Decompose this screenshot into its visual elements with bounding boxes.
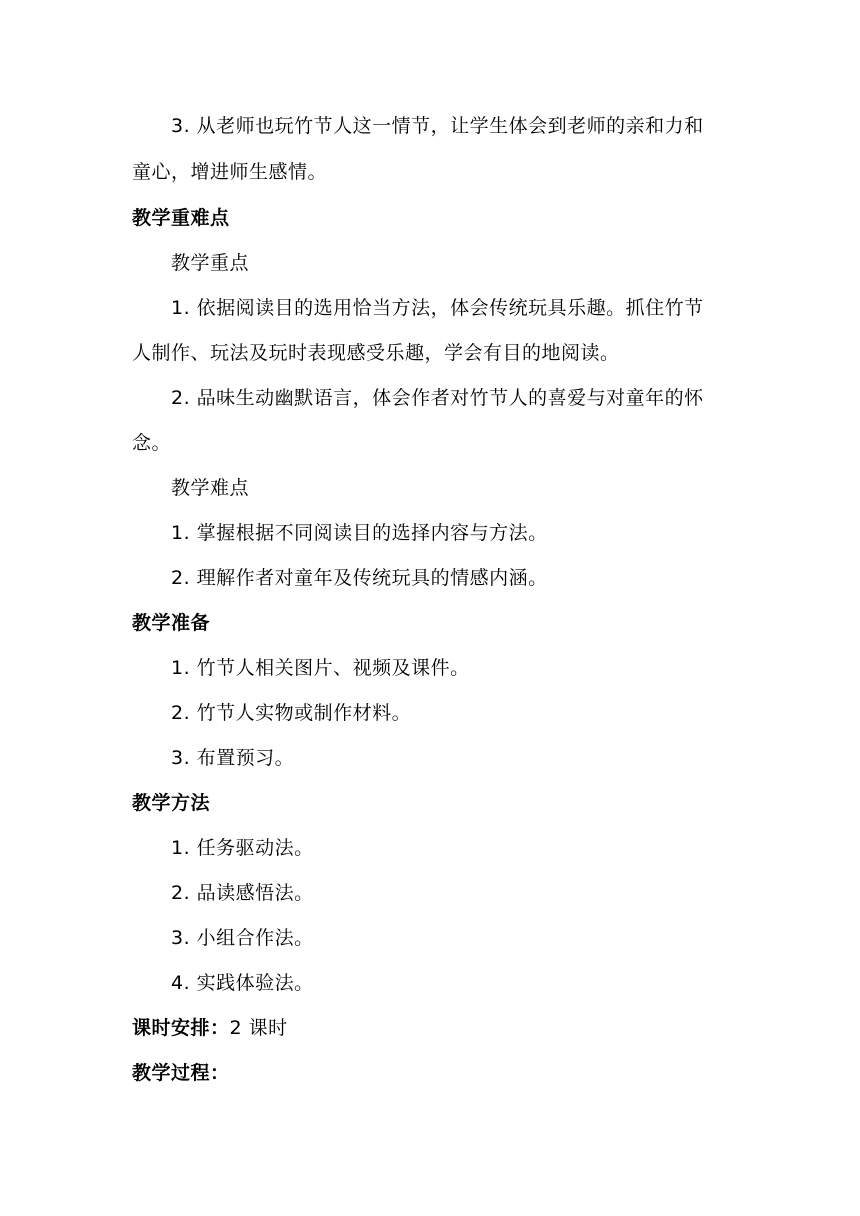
- schedule-line: [132, 1016, 288, 1040]
- key-point-2-line-1: 2. 品味生动幽默语言，体会作者对竹节人的喜爱与对童年的怀: [171, 387, 704, 409]
- difficult-points-label: 教学难点: [171, 477, 250, 499]
- key-point-1-line-2: 人制作、玩法及玩时表现感受乐趣，学会有目的地阅读。: [132, 342, 620, 364]
- key-points-label: 教学重点: [171, 252, 250, 274]
- difficult-point-1: 1. 掌握根据不同阅读目的选择内容与方法。: [171, 522, 548, 544]
- preparation-item-2: 2. 竹节人实物或制作材料。: [171, 702, 412, 724]
- heading-preparation: 教学准备: [132, 612, 211, 634]
- key-point-1-line-1: 1. 依据阅读目的选用恰当方法，体会传统玩具乐趣。抓住竹节: [171, 297, 704, 319]
- heading-methods: 教学方法: [132, 792, 211, 814]
- preparation-item-3: 3. 布置预习。: [171, 747, 295, 769]
- heading-process: 教学过程：: [132, 1062, 230, 1084]
- preparation-item-1: 1. 竹节人相关图片、视频及课件。: [171, 657, 470, 679]
- method-item-2: 2. 品读感悟法。: [171, 882, 314, 904]
- schedule-label: 课时安排：: [132, 1017, 230, 1039]
- heading-key-difficult: 教学重难点: [132, 207, 230, 229]
- objective-3-line-2: 童心，增进师生感情。: [132, 161, 328, 183]
- objective-3-line-1: 3. 从老师也玩竹节人这一情节，让学生体会到老师的亲和力和: [171, 115, 704, 137]
- method-item-1: 1. 任务驱动法。: [171, 837, 314, 859]
- difficult-point-2: 2. 理解作者对童年及传统玩具的情感内涵。: [171, 567, 548, 589]
- schedule-value: 2 课时: [229, 1017, 288, 1039]
- method-item-4: 4. 实践体验法。: [171, 972, 314, 994]
- key-point-2-line-2: 念。: [132, 432, 172, 454]
- method-item-3: 3. 小组合作法。: [171, 927, 314, 949]
